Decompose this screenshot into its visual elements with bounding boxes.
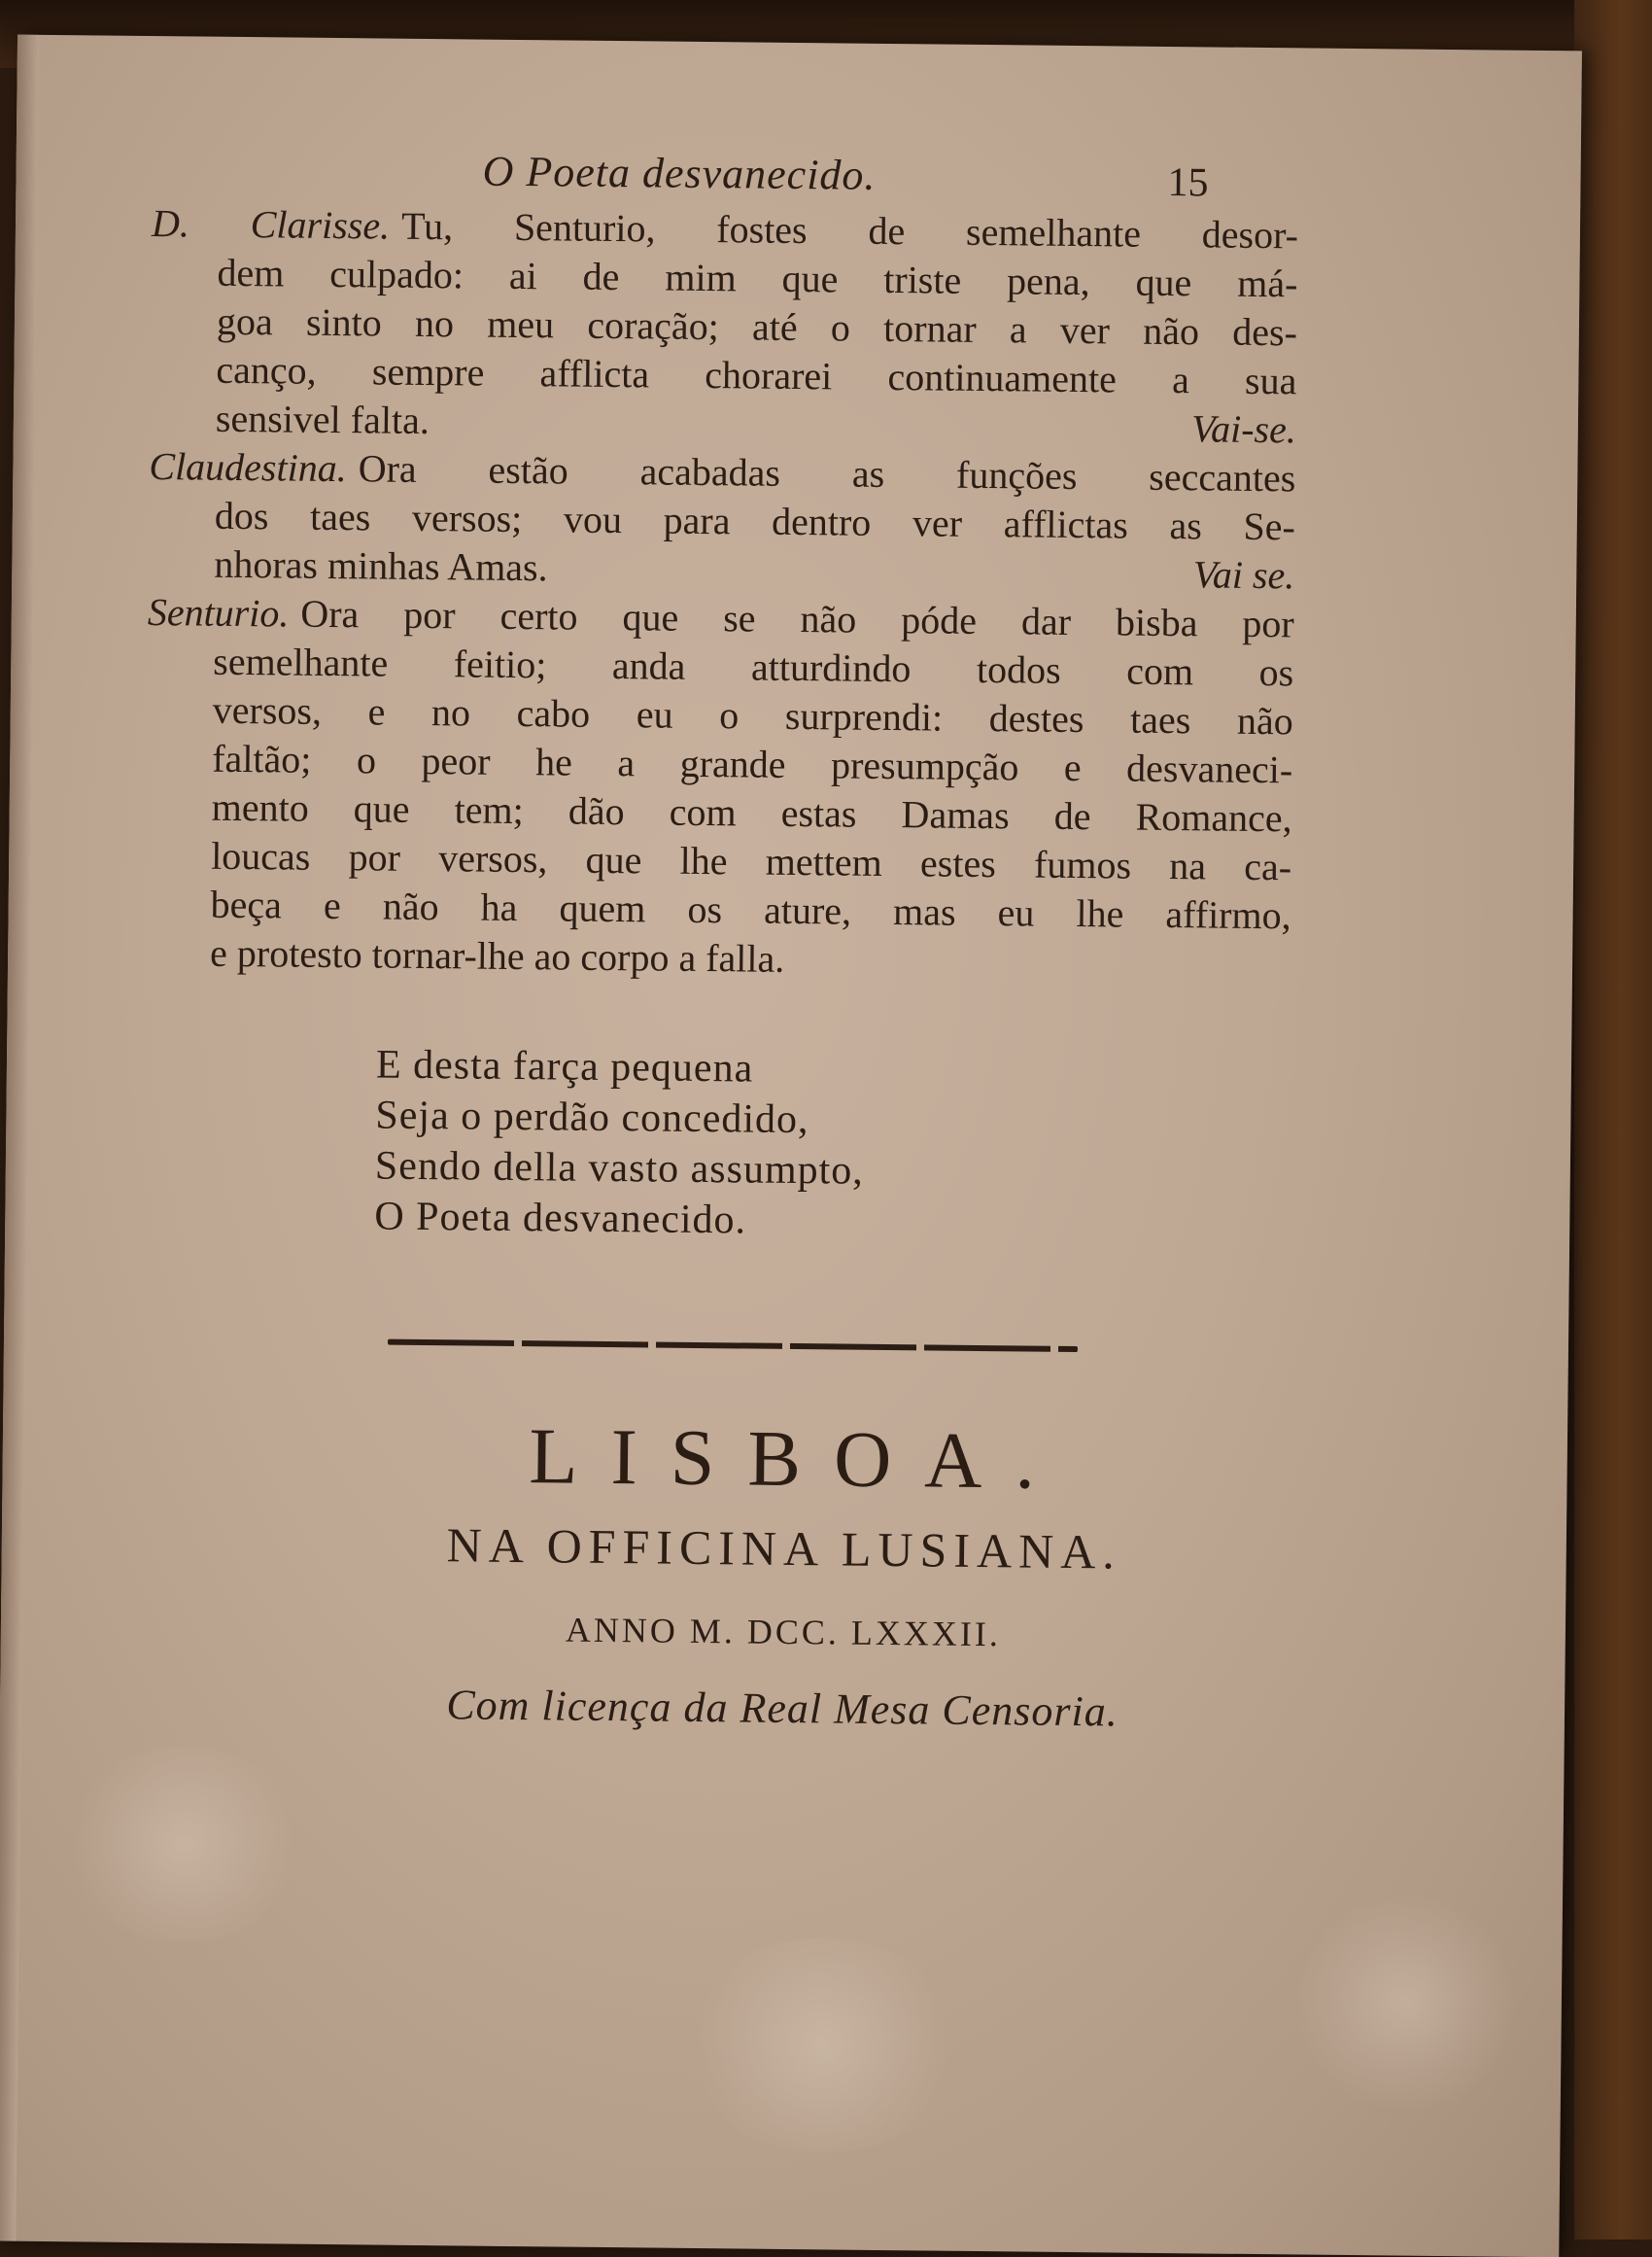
imprint-city: LISBOA. [528,1411,1069,1506]
running-title: O Poeta desvanecido. [482,147,877,199]
speech-text: loucas por versos, que lhe mettem estes fumos na ca- [210,833,1292,889]
speech-text: mento que tem; dão com estas Damas de Romance, [211,784,1292,841]
speech-paragraph [150,199,1299,454]
speech-text: goa sinto no meu coração; até o tornar a ver não des- [216,298,1298,355]
closing-verse [374,1039,865,1246]
speech-text: dos taes versos; vou para dentro ver afflictas as Se- [214,493,1296,549]
stage-direction: Vai se. [1192,552,1295,598]
speech-text: sensivel falta. [215,396,430,443]
imprint-license: Com licença da Real Mesa Censoria. [446,1681,1119,1736]
speech-text: canço, sempre afflicta chorarei continuamente a sua [216,347,1297,403]
table-background-right [1574,0,1652,2240]
speaker-name: D. Clarisse. [151,201,391,248]
speech-text: faltão; o peor he a grande presumpção e desvaneci- [212,736,1293,792]
verse-line: O Poeta desvanecido. [374,1194,747,1243]
verse-line: Seja o perdão concedido, [375,1093,809,1143]
paper-stain [56,1746,311,1943]
speaker-name: Senturio. [147,590,290,636]
speaker-name: Claudestina. [149,444,347,491]
speech-text: Ora por certo que se não póde dar bisba por [300,591,1295,646]
verse-line: Sendo della vasto assumpto, [374,1143,865,1194]
speech-text: Ora estão acabadas as funções seccantes [358,446,1296,501]
imprint-printer: NA OFFICINA LUSIANA. [446,1517,1122,1580]
speech-paragraph [148,442,1296,600]
speech-text: beça e não ha quem os ature, mas eu lhe affirmo, [210,882,1291,938]
speech-text: versos, e no cabo eu o surprendi: destes taes não [212,687,1293,744]
imprint-year: ANNO M. DCC. LXXXII. [565,1610,1002,1654]
page-number: 15 [1167,159,1209,206]
speech-text: nhoras minhas Amas. [214,541,548,590]
speech-paragraph [144,588,1294,989]
stage-direction: Vai-se. [1190,406,1297,452]
verse-line: E desta farça pequena [375,1042,754,1092]
ornamental-rule [388,1339,1078,1352]
dialogue-text [144,199,1298,989]
paper-stain [1289,1894,1524,2111]
speech-text: e protesto tornar-lhe ao corpo a falla. [209,930,785,981]
speech-text: semelhante feitio; anda atturdindo todos com os [213,639,1294,695]
book-page [0,35,1582,2257]
speech-text: Tu, Senturio, fostes de semelhante desor- [400,203,1299,258]
speech-text: dem culpado: ai de mim que triste pena, que má- [217,250,1298,306]
paper-stain [675,1937,969,2154]
